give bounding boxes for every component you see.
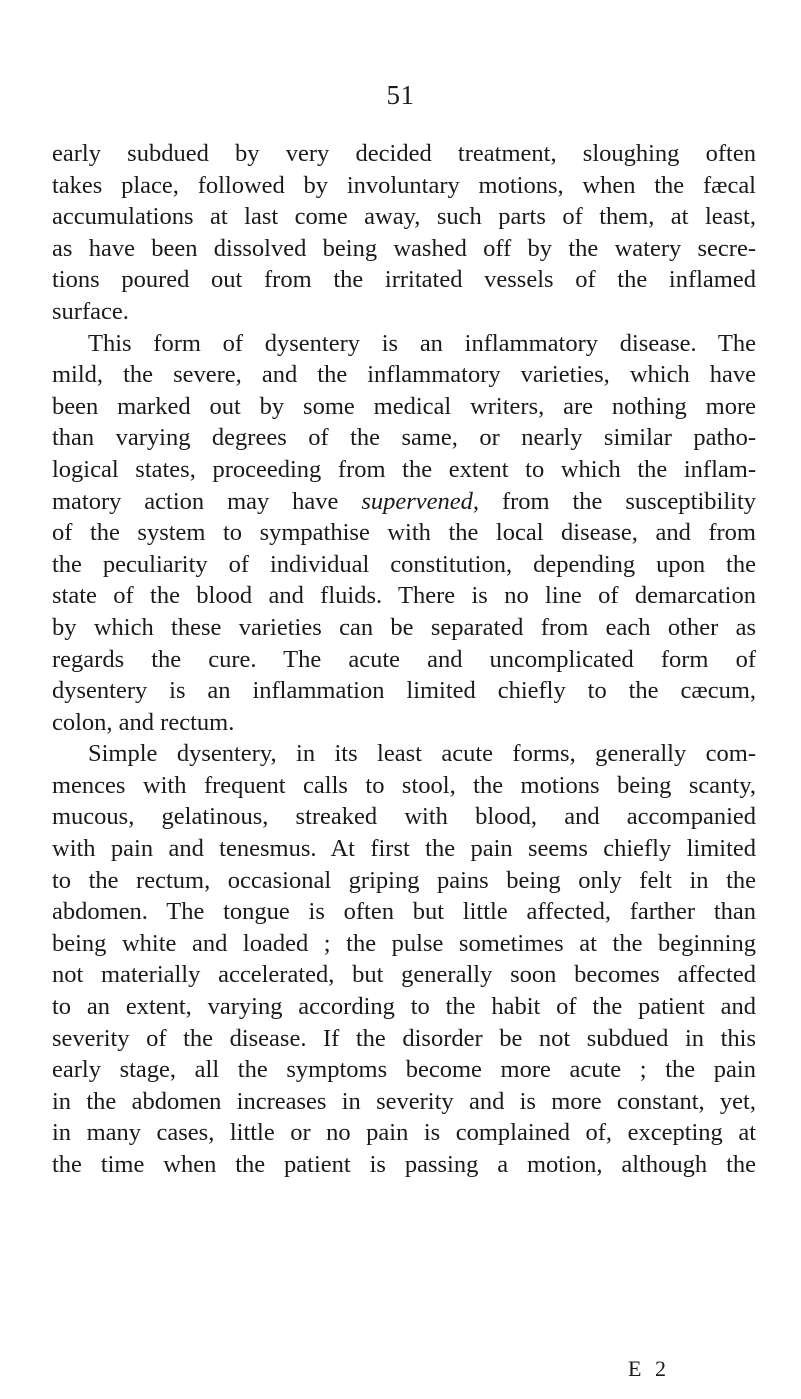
text-line: in the abdomen increases in severity and is more constant, yet, <box>52 1087 756 1115</box>
text-line: than varying degrees of the same, or nearly similar patho- <box>52 424 756 452</box>
text-line: with pain and tenesmus. At first the pain seems chiefly limited <box>52 835 756 863</box>
text-line-with-italic <box>52 486 756 518</box>
text-line: not materially accelerated, but generally soon becomes affected <box>52 961 756 989</box>
text-segment: from the susceptibility <box>501 487 757 515</box>
text-line: regards the cure. The acute and uncomplicated form of <box>52 645 756 673</box>
text-line: early stage, all the symptoms become more acute ; the pain <box>52 1056 756 1084</box>
text-line: in many cases, little or no pain is complained of, excepting at <box>52 1119 756 1147</box>
text-line: as have been dissolved being washed off by the watery secre- <box>52 234 756 262</box>
text-line: the peculiarity of individual constitution, depending upon the <box>52 550 756 578</box>
text-line: Simple dysentery, in its least acute forms, generally com- <box>88 740 756 768</box>
text-line: to an extent, varying according to the habit of the patient and <box>52 993 756 1021</box>
text-line: been marked out by some medical writers, are nothing more <box>52 392 756 420</box>
text-line: colon, and rectum. <box>52 708 235 736</box>
text-line: This form of dysentery is an inflammatory disease. The <box>88 329 756 357</box>
text-line: by which these varieties can be separated from each other as <box>52 613 756 641</box>
text-line: to the rectum, occasional griping pains being only felt in the <box>52 866 756 894</box>
italic-word: supervened, <box>361 487 480 515</box>
text-line: abdomen. The tongue is often but little affected, farther than <box>52 898 756 926</box>
text-segment: matory action may have <box>52 487 339 515</box>
text-line: being white and loaded ; the pulse sometimes at the beginning <box>52 929 756 957</box>
text-line: mences with frequent calls to stool, the motions being scanty, <box>52 771 756 799</box>
text-line: of the system to sympathise with the local disease, and from <box>52 519 756 547</box>
text-line: early subdued by very decided treatment, sloughing often <box>52 140 756 167</box>
page-number: 51 <box>386 80 415 110</box>
text-line: mucous, gelatinous, streaked with blood, and accompanied <box>52 803 756 831</box>
text-line: logical states, proceeding from the extent to which the inflam- <box>52 455 756 483</box>
signature-mark: E 2 <box>628 1356 670 1381</box>
text-line: dysentery is an inflammation limited chiefly to the cæcum, <box>52 677 756 705</box>
text-line: mild, the severe, and the inflammatory varieties, which have <box>52 361 756 389</box>
text-line: surface. <box>52 297 129 325</box>
body-text <box>52 138 756 1181</box>
text-line: tions poured out from the irritated vessels of the inflamed <box>52 266 756 294</box>
text-line: the time when the patient is passing a motion, although the <box>52 1151 756 1178</box>
text-line: takes place, followed by involuntary motions, when the fæcal <box>52 171 756 199</box>
text-line: accumulations at last come away, such parts of them, at least, <box>52 203 756 231</box>
text-line: state of the blood and fluids. There is no line of demarcation <box>52 582 756 610</box>
text-line: severity of the disease. If the disorder be not subdued in this <box>52 1024 756 1052</box>
